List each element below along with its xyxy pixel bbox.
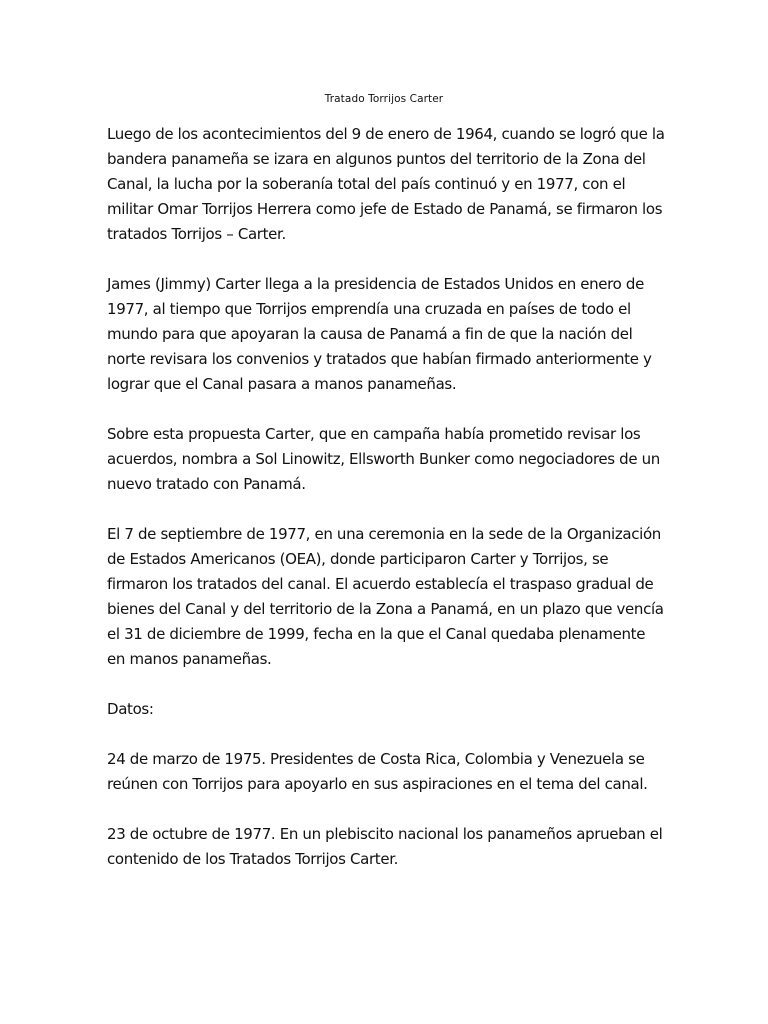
document-title: Tratado Torrijos Carter xyxy=(324,93,444,105)
paragraph-signing: El 7 de septiembre de 1977, en una ceremonia en la sede de la Organización de Estados Americanos (OEA), donde participaron Carter y Torrijos, se firmaron los tratados del canal. El acuerdo establecía el traspaso gradual de bienes del Canal y del territorio de la Zona a Panamá, en un plazo que vencía el 31 de diciembre de 1999, fecha en la que el Canal quedaba plenamente en manos panameñas. xyxy=(107,525,664,668)
document-body xyxy=(107,122,667,872)
paragraph-fact-1977: 23 de octubre de 1977. En un plebiscito nacional los panameños aprueban el contenido de los Tratados Torrijos Carter. xyxy=(107,825,663,868)
paragraph-fact-1975: 24 de marzo de 1975. Presidentes de Costa Rica, Colombia y Venezuela se reúnen con Torrijos para apoyarlo en sus aspiraciones en el tema del canal. xyxy=(107,750,648,793)
paragraph-datos-heading: Datos: xyxy=(107,700,154,718)
paragraph-carter-presidency: James (Jimmy) Carter llega a la presidencia de Estados Unidos en enero de 1977, al tiempo que Torrijos emprendía una cruzada en países de todo el mundo para que apoyaran la causa de Panamá a fin de que la nación del norte revisara los convenios y tratados que habían firmado anteriormente y lograr que el Canal pasara a manos panameñas. xyxy=(107,275,652,393)
paragraph-background: Luego de los acontecimientos del 9 de enero de 1964, cuando se logró que la bandera panameña se izara en algunos puntos del territorio de la Zona del Canal, la lucha por la soberanía total del país continuó y en 1977, con el militar Omar Torrijos Herrera como jefe de Estado de Panamá, se firmaron los tratados Torrijos – Carter. xyxy=(107,125,665,243)
paragraph-negotiators: Sobre esta propuesta Carter, que en campaña había prometido revisar los acuerdos, nombra a Sol Linowitz, Ellsworth Bunker como negociadores de un nuevo tratado con Panamá. xyxy=(107,425,660,493)
